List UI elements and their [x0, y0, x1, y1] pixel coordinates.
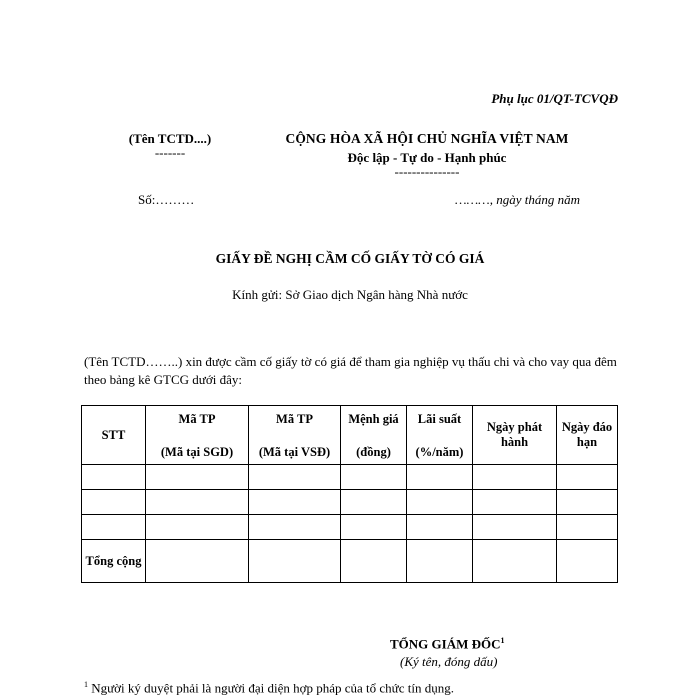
table-cell [146, 515, 249, 540]
table-cell [249, 540, 341, 583]
header-ma-tp-vsd-line2: (Mã tại VSĐ) [258, 445, 331, 459]
securities-table [81, 405, 618, 583]
table-cell [473, 515, 557, 540]
table-cell [473, 465, 557, 490]
table-cell [249, 515, 341, 540]
signature-title [390, 636, 505, 652]
table-cell [557, 490, 618, 515]
header-ma-tp-sgd-line2: (Mã tại SGD) [160, 445, 234, 459]
header-lai-suat-line2: (%/năm) [415, 445, 464, 459]
header-stt: STT [82, 406, 146, 465]
document-date: ………, ngày tháng năm [455, 192, 580, 207]
table-row [82, 490, 618, 515]
footnote-text: Người ký duyệt phải là người đại diện hợp pháp của tổ chức tín dụng. [91, 680, 454, 696]
table-cell [557, 540, 618, 583]
table-cell [146, 465, 249, 490]
table-row [82, 515, 618, 540]
country-name: CỘNG HÒA XÃ HỘI CHỦ NGHĨA VIỆT NAM [285, 131, 569, 146]
table-cell [82, 515, 146, 540]
table-cell [341, 540, 407, 583]
header-ngay-phat-hanh: Ngày phát hành [473, 406, 557, 465]
table-cell [146, 540, 249, 583]
table-cell [557, 465, 618, 490]
document-number: Số:……… [138, 192, 195, 207]
header-ma-tp-vsd-line1: Mã TP [276, 412, 313, 426]
header-ma-tp-sgd [146, 406, 249, 465]
table-cell [341, 465, 407, 490]
table-cell [557, 515, 618, 540]
total-label: Tổng cộng [82, 540, 146, 583]
header-lai-suat-line1: Lãi suất [417, 412, 462, 426]
footnote-mark: 1 [84, 680, 88, 689]
national-header [262, 131, 592, 178]
table-cell [82, 465, 146, 490]
appendix-label: Phụ lục 01/QT-TCVQĐ [491, 91, 618, 106]
table-cell [473, 540, 557, 583]
header-menh-gia-line1: Mệnh giá [348, 412, 399, 426]
table-total-row [82, 540, 618, 583]
header-ngay-dao-han: Ngày đáo hạn [557, 406, 618, 465]
table-cell [407, 465, 473, 490]
signature-footnote-mark: 1 [500, 636, 505, 645]
recipient-line: Kính gửi: Sở Giao dịch Ngân hàng Nhà nước [232, 287, 468, 302]
table-cell [407, 515, 473, 540]
header-lai-suat [407, 406, 473, 465]
organization-underline: ------- [154, 145, 186, 160]
header-menh-gia-line2: (đồng) [356, 445, 391, 459]
header-ma-tp-vsd [249, 406, 341, 465]
table-cell [341, 490, 407, 515]
header-menh-gia [341, 406, 407, 465]
table-cell [407, 490, 473, 515]
table-cell [249, 490, 341, 515]
table-cell [341, 515, 407, 540]
footnote [84, 680, 454, 696]
signature-note: (Ký tên, đóng dấu) [400, 654, 498, 669]
motto-underline: --------------- [394, 164, 460, 179]
organization-header [112, 131, 228, 159]
signature-title-text: TỔNG GIÁM ĐỐC [390, 636, 501, 652]
header-ma-tp-sgd-line1: Mã TP [178, 412, 216, 426]
table-cell [146, 490, 249, 515]
table-cell [82, 490, 146, 515]
table-cell [473, 490, 557, 515]
table-cell [407, 540, 473, 583]
table-row [82, 465, 618, 490]
document-title: GIẤY ĐỀ NGHỊ CẦM CỐ GIẤY TỜ CÓ GIÁ [215, 251, 485, 266]
table-header-row [82, 406, 618, 465]
request-paragraph: (Tên TCTD……..) xin được cầm cố giấy tờ có giá để tham gia nghiệp vụ thấu chi và cho vay qua đêm theo bảng kê GTCG dưới đây: [84, 354, 617, 387]
national-motto: Độc lập - Tự do - Hạnh phúc [347, 150, 507, 165]
organization-name: (Tên TCTD....) [128, 131, 212, 146]
table-cell [249, 465, 341, 490]
